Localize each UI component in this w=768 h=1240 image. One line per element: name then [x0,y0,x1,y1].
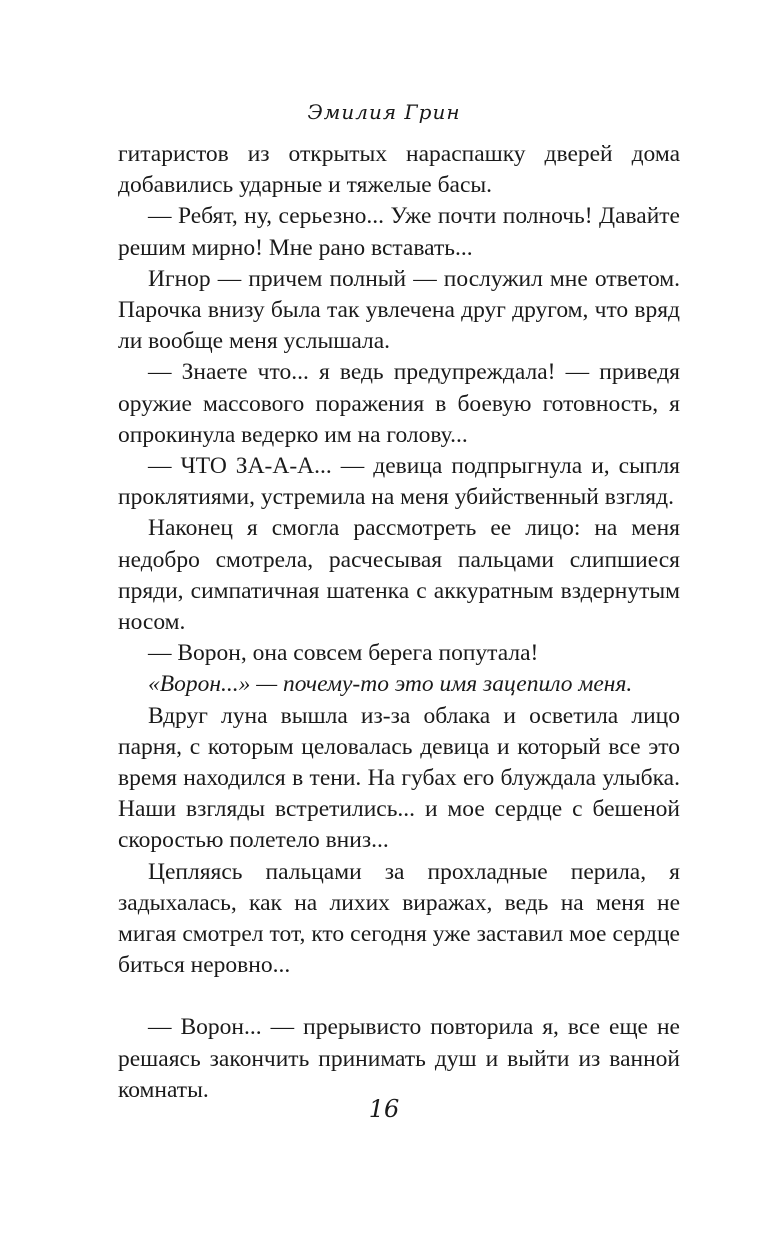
paragraph: Наконец я смогла рассмотреть ее лицо: на меня недобро смотрела, расчесывая пальцами слипшиеся пряди, симпатичная шатенка с аккуратным вздернутым носом. [118,515,680,636]
running-head-author: Эмилия Грин [307,100,461,124]
paragraph: Вдруг луна вышла из-за облака и осветила лицо парня, с которым целовалась девица и который все это время находился в тени. На губах его блуждала улыбка. Наши взгляды встретились... и мое сердце с бешеной скоростью полетело вниз... [118,702,680,854]
paragraph: — Знаете что... я ведь предупреждала! — приведя оружие массового поражения в боевую готовность, я опрокинула ведерко им на голову... [118,359,680,448]
paragraph: Игнор — причем полный — послужил мне ответом. Парочка внизу была так увлечена друг другом, что вряд ли вообще меня услышала. [118,265,680,355]
paragraph-italic: «Ворон...» — почему-то это имя зацепило меня. [148,671,633,698]
paragraph: — ЧТО ЗА-А-А... — девица подпрыгнула и, сыпля проклятиями, устремила на меня убийственный взгляд. [118,453,680,511]
paragraph: — Ворон, она совсем берега попутала! [148,640,539,667]
paragraph: — Ворон... — прерывисто повторила я, все еще не решаясь закончить принимать душ и выйти из ванной комнаты. [118,1014,680,1103]
body-text [118,139,680,1106]
paragraph: — Ребят, ну, серьезно... Уже почти полночь! Давайте решим мирно! Мне рано вставать... [118,203,680,261]
page-number: 16 [368,1095,400,1123]
paragraph: гитаристов из открытых нараспашку дверей дома добавились ударные и тяжелые басы. [118,141,680,199]
paragraph: Цепляясь пальцами за прохладные перила, я задыхалась, как на лихих виражах, ведь на меня не мигая смотрел тот, кто сегодня уже заставил мое сердце биться неровно... [118,858,680,979]
section-break [118,981,680,1012]
